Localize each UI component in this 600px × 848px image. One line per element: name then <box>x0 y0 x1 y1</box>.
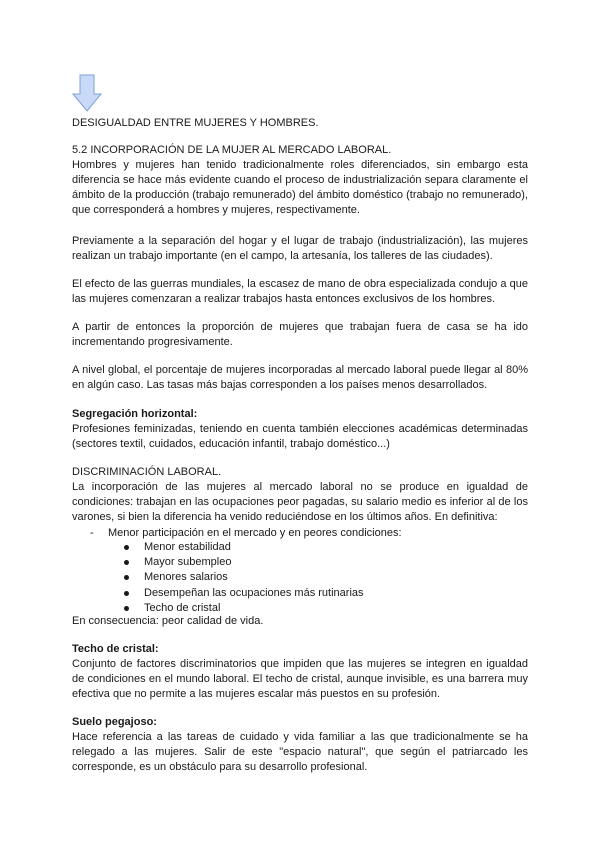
paragraph-guerras: El efecto de las guerras mundiales, la escasez de mano de obra especializada condujo a que las mujeres comenzaran a realizar trabajos hasta entonces exclusivos de los hombres. <box>72 278 528 306</box>
document-title: DESIGUALDAD ENTRE MUJERES Y HOMBRES. <box>72 117 319 129</box>
bullet-icon <box>124 575 129 580</box>
paragraph-discriminacion: La incorporación de las mujeres al mercado laboral no se produce en igualdad de condiciones: trabajan en las ocupaciones peor pagadas, su salario medio es inferior al de los varones, si bien la diferencia ha venido reduciéndose en los últimos años. En definitiva: <box>72 481 528 524</box>
paragraph-roles: Hombres y mujeres han tenido tradicionalmente roles diferenciados, sin embargo esta diferencia se hace más evidente cuando el proceso de industrialización separa claramente el ámbito de la producción (trabajo remunerado) del ámbito doméstico (trabajo no remunerado), que corresponderá a hombres y mujeres, respectivamente. <box>72 159 528 217</box>
heading-techo-cristal: Techo de cristal: <box>72 643 159 655</box>
dash-item-text: Menor participación en el mercado y en peores condiciones: <box>108 527 402 539</box>
down-arrow-icon <box>72 74 102 112</box>
heading-discriminacion: DISCRIMINACIÓN LABORAL. <box>72 466 222 478</box>
paragraph-segregacion: Profesiones feminizadas, teniendo en cuenta también elecciones académicas determinadas (sectores textil, cuidados, educación infantil, trabajo doméstico...) <box>72 423 528 451</box>
paragraph-nivel-global: A nivel global, el porcentaje de mujeres incorporadas al mercado laboral puede llegar al 80% en algún caso. Las tasas más bajas corresponden a los países menos desarrollados. <box>72 364 528 392</box>
bullet-icon <box>124 560 129 565</box>
section-heading-incorporacion: 5.2 INCORPORACIÓN DE LA MUJER AL MERCADO LABORAL. <box>72 144 392 156</box>
bullet-icon <box>124 545 129 550</box>
bullet-icon <box>124 606 129 611</box>
dash-marker: - <box>90 527 94 539</box>
paragraph-proporcion: A partir de entonces la proporción de mujeres que trabajan fuera de casa se ha ido incrementando progresivamente. <box>72 321 528 349</box>
heading-suelo-pegajoso: Suelo pegajoso: <box>72 716 157 728</box>
heading-segregacion: Segregación horizontal: <box>72 408 198 420</box>
paragraph-suelo-pegajoso: Hace referencia a las tareas de cuidado y vida familiar a las que tradicionalmente se ha relegado a las mujeres. Salir de este "espacio natural", que según el patriarcado les corresponde, es un obstáculo para su desarrollo profesional. <box>72 731 528 774</box>
paragraph-previamente: Previamente a la separación del hogar y el lugar de trabajo (industrialización), las mujeres realizan un trabajo importante (en el campo, la artesanía, los talleres de las ciudades). <box>72 235 528 263</box>
paragraph-techo-cristal: Conjunto de factores discriminatorios que impiden que las mujeres se integren en igualdad de condiciones en el mundo laboral. El techo de cristal, aunque invisible, es una barrera muy efectiva que no permite a las mujeres escalar más puestos en su profesión. <box>72 658 528 701</box>
bullet-icon <box>124 591 129 596</box>
conclusion-text: En consecuencia: peor calidad de vida. <box>72 615 264 627</box>
